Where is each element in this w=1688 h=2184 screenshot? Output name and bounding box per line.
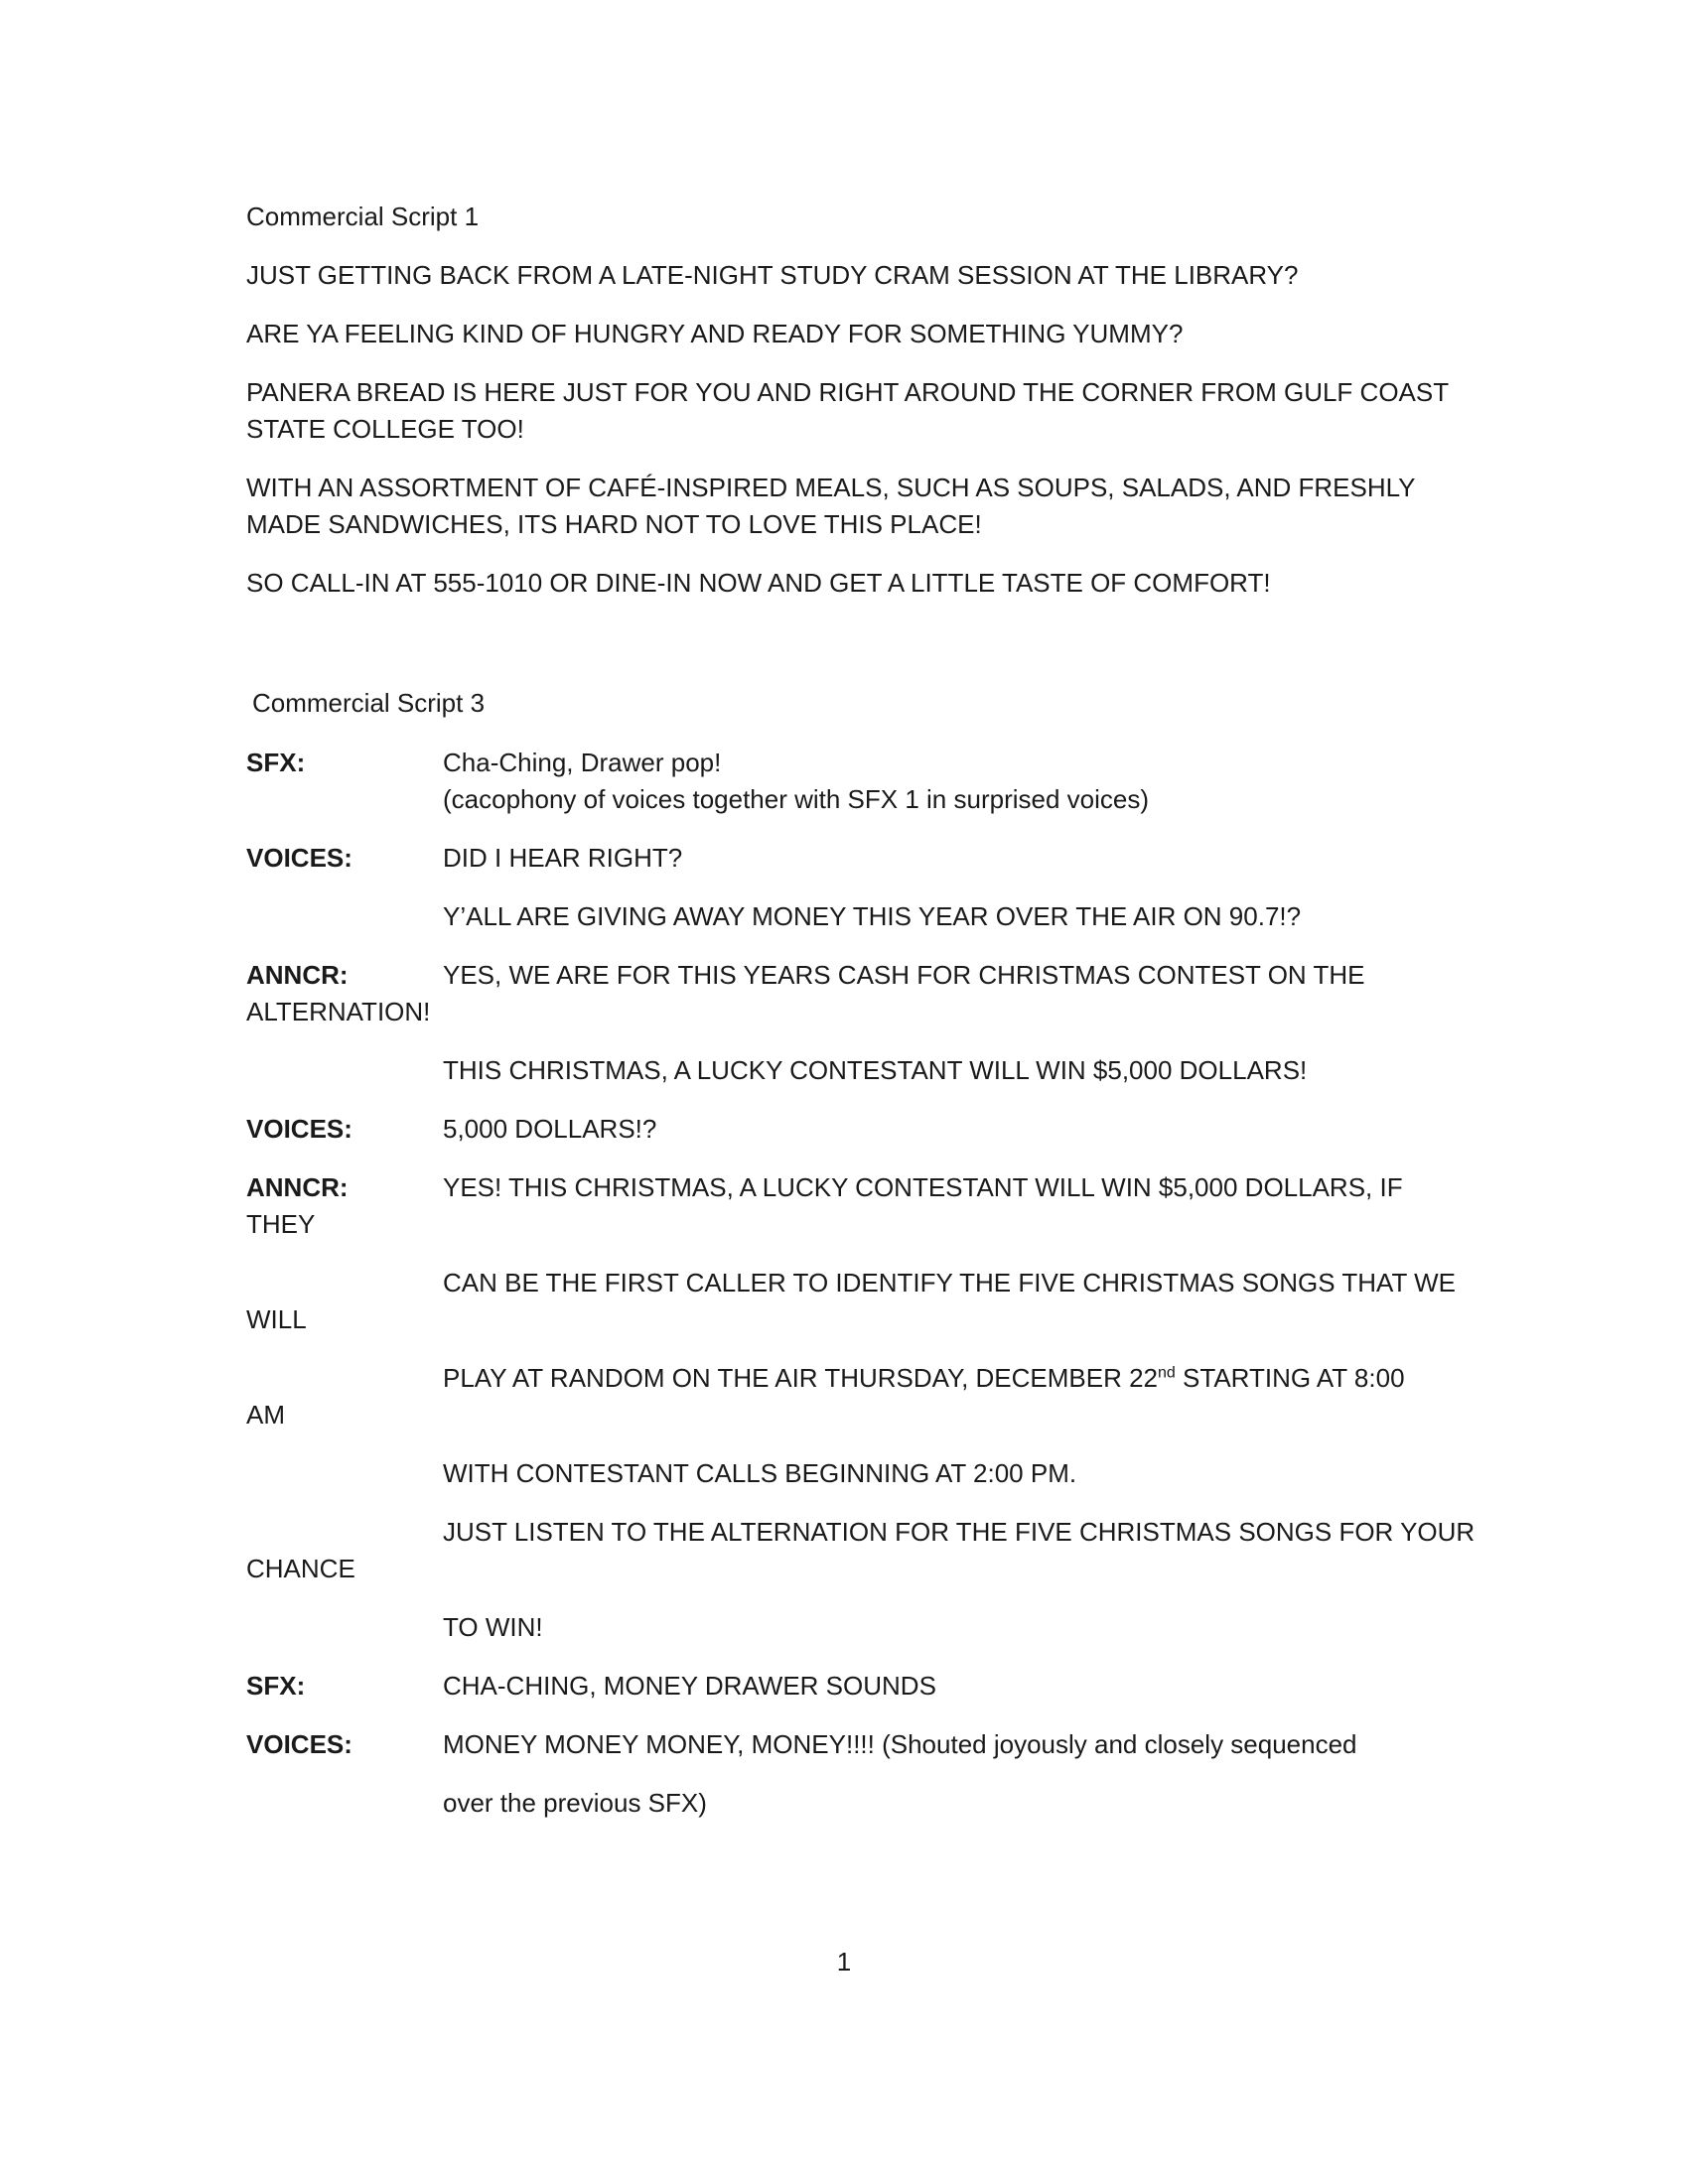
script-line: YES! THIS CHRISTMAS, A LUCKY CONTESTANT WILL WIN $5,000 DOLLARS, IF — [443, 1172, 1403, 1202]
script-line-wrap: WILL — [246, 1304, 307, 1334]
script-line-wrap: THEY — [246, 1209, 316, 1239]
script-line: THIS CHRISTMAS, A LUCKY CONTESTANT WILL WIN $5,000 DOLLARS! — [443, 1055, 1308, 1085]
script1-title: Commercial Script 1 — [246, 202, 480, 231]
script-line: 5,000 DOLLARS!? — [443, 1114, 657, 1144]
script-line-wrap: ALTERNATION! — [246, 997, 431, 1026]
script-line — [443, 1360, 1405, 1397]
speaker-label-voices: VOICES: — [246, 1114, 352, 1144]
script1-line-4: STATE COLLEGE TOO! — [246, 414, 524, 444]
script-line: WITH CONTESTANT CALLS BEGINNING AT 2:00 PM. — [443, 1458, 1077, 1488]
script-line: CHA-CHING, MONEY DRAWER SOUNDS — [443, 1671, 936, 1701]
speaker-label-voices: VOICES: — [246, 843, 352, 873]
script-line: JUST LISTEN TO THE ALTERNATION FOR THE FIVE CHRISTMAS SONGS FOR YOUR — [443, 1517, 1476, 1547]
script-line: over the previous SFX) — [443, 1788, 707, 1818]
script-line: (cacophony of voices together with SFX 1 in surprised voices) — [443, 784, 1150, 814]
script1-line-1: JUST GETTING BACK FROM A LATE-NIGHT STUDY CRAM SESSION AT THE LIBRARY? — [246, 260, 1299, 290]
line-text: PLAY AT RANDOM ON THE AIR THURSDAY, DECEMBER 22 — [443, 1363, 1159, 1393]
script1-line-5: WITH AN ASSORTMENT OF CAFÉ-INSPIRED MEALS, SUCH AS SOUPS, SALADS, AND FRESHLY — [246, 473, 1416, 502]
script1-line-3: PANERA BREAD IS HERE JUST FOR YOU AND RIGHT AROUND THE CORNER FROM GULF COAST — [246, 377, 1450, 407]
script-line: Y’ALL ARE GIVING AWAY MONEY THIS YEAR OVER THE AIR ON 90.7!? — [443, 901, 1302, 931]
script1-line-6: MADE SANDWICHES, ITS HARD NOT TO LOVE THIS PLACE! — [246, 509, 982, 539]
script-line-wrap: CHANCE — [246, 1554, 355, 1583]
speaker-label-sfx: SFX: — [246, 748, 306, 777]
script-line: DID I HEAR RIGHT? — [443, 843, 683, 873]
speaker-label-anncr: ANNCR: — [246, 1172, 349, 1202]
speaker-label-anncr: ANNCR: — [246, 960, 349, 990]
line-text: STARTING AT 8:00 — [1175, 1363, 1405, 1393]
script-line: CAN BE THE FIRST CALLER TO IDENTIFY THE FIVE CHRISTMAS SONGS THAT WE — [443, 1268, 1456, 1297]
script3-title: Commercial Script 3 — [252, 688, 486, 718]
speaker-label-sfx: SFX: — [246, 1671, 306, 1701]
script-line: MONEY MONEY MONEY, MONEY!!!! (Shouted joyously and closely sequenced — [443, 1729, 1357, 1759]
script-line: TO WIN! — [443, 1612, 543, 1642]
script1-line-7: SO CALL-IN AT 555-1010 OR DINE-IN NOW AND GET A LITTLE TASTE OF COMFORT! — [246, 568, 1271, 598]
page-number: 1 — [836, 1947, 852, 1977]
script-line: Cha-Ching, Drawer pop! — [443, 748, 722, 777]
speaker-label-voices: VOICES: — [246, 1729, 352, 1759]
script-line-wrap: AM — [246, 1400, 285, 1430]
ordinal-suffix: nd — [1158, 1364, 1176, 1382]
script1-line-2: ARE YA FEELING KIND OF HUNGRY AND READY FOR SOMETHING YUMMY? — [246, 319, 1184, 348]
script-line: YES, WE ARE FOR THIS YEARS CASH FOR CHRISTMAS CONTEST ON THE — [443, 960, 1365, 990]
